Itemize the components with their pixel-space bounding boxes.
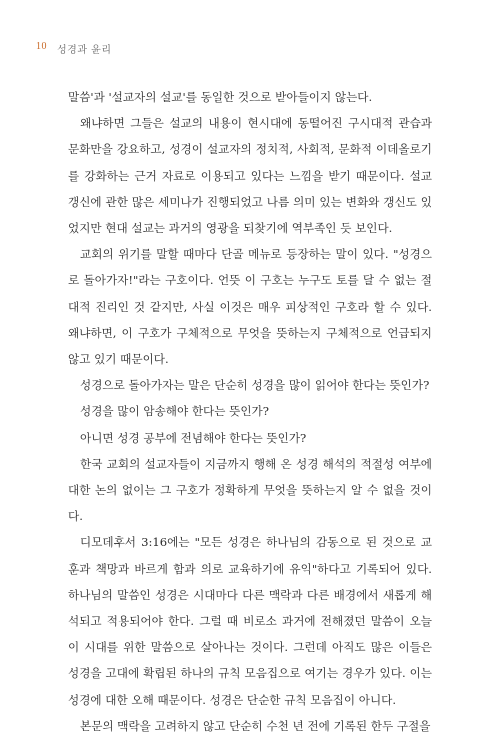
paragraph: 왜냐하면 그들은 설교의 내용이 현시대에 동떨어진 구시대적 관습과 문화만을 강요하고, 성경이 설교자의 정치적, 사회적, 문화적 이데올로기를 강화하는 근거 자료로 이용되고 있다는 느낌을 받기 때문이다. 설교 갱신에 관한 많은 세미나가 진행되었고 나름 의미 있는 변화와 갱신도 있었지만 현대 설교는 과거의 영광을 되찾기에 역부족인 듯 보인다. [68, 116, 432, 236]
body-text [68, 84, 432, 739]
running-title: 성경과 윤리 [57, 45, 112, 56]
page-header [36, 41, 111, 56]
paragraph: 교회의 위기를 말할 때마다 단골 메뉴로 등장하는 말이 있다. "성경으로 돌아가자!"라는 구호이다. 언뜻 이 구호는 누구도 토를 달 수 없는 절대적 진리인 것 같지만, 사실 이것은 매우 피상적인 구호라 할 수 있다. 왜냐하면, 이 구호가 구체적으로 무엇을 뜻하는지 구체적으로 언급되지 않고 있기 때문이다. [68, 247, 432, 367]
paragraph: 디모데후서 3:16에는 "모든 성경은 하나님의 감동으로 된 것으로 교훈과 책망과 바르게 함과 의로 교육하기에 유익"하다고 기록되어 있다. 하나님의 말씀인 성경은 시대마다 다른 맥락과 다른 배경에서 새롭게 해석되고 적용되어야 한다. 그럴 때 비로소 과거에 전해졌던 말씀이 오늘 이 시대를 위한 말씀으로 살아나는 것이다. 그런데 아직도 많은 이들은 성경을 고대에 확립된 하나의 규칙 모음집으로 여기는 경우가 있다. 이는 성경에 대한 오해 때문이다. 성경은 단순한 규칙 모음집이 아니다. [68, 535, 432, 707]
paragraph: 아니면 성경 공부에 전념해야 한다는 뜻인가? [80, 430, 307, 445]
paragraph: 한국 교회의 설교자들이 지금까지 행해 온 성경 해석의 적절성 여부에 대한 논의 없이는 그 구호가 정확하게 무엇을 뜻하는지 알 수 없을 것이다. [68, 456, 432, 524]
paragraph: 성경으로 돌아가자는 말은 단순히 성경을 많이 읽어야 한다는 뜻인가? [80, 378, 430, 393]
page-number: 10 [36, 41, 47, 52]
paragraph: 성경을 많이 암송해야 한다는 뜻인가? [80, 404, 269, 419]
paragraph: 말씀'과 '설교자의 설교'를 동일한 것으로 받아들이지 않는다. [68, 90, 373, 104]
paragraph: 본문의 맥락을 고려하지 않고 단순히 수천 년 전에 기록된 한두 구절을 [80, 718, 431, 733]
